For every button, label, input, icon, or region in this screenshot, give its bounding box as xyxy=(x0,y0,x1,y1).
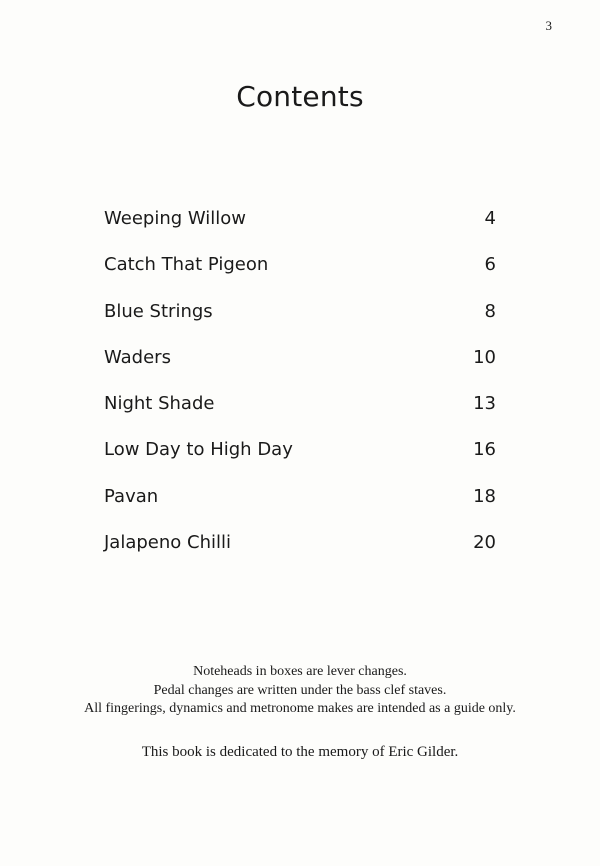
toc-entry-title: Blue Strings xyxy=(104,300,213,322)
toc-entry-page: 8 xyxy=(484,300,496,322)
toc-entry xyxy=(104,204,496,250)
toc-entry-page: 20 xyxy=(473,532,496,554)
toc-entry-page: 10 xyxy=(473,346,496,368)
toc-entry-page: 18 xyxy=(473,485,496,507)
dedication: This book is dedicated to the memory of Eric Gilder. xyxy=(141,744,459,760)
toc-entry xyxy=(104,528,496,574)
toc-entry-page: 4 xyxy=(484,208,496,229)
note-line: All fingerings, dynamics and metronome makes are intended as a guide only. xyxy=(84,701,516,716)
toc-entry xyxy=(104,435,496,481)
page-number: 3 xyxy=(545,18,552,33)
toc-entry xyxy=(104,389,496,435)
toc-entry xyxy=(104,250,496,296)
toc-entry-page: 13 xyxy=(473,393,496,415)
toc-entry-title: Catch That Pigeon xyxy=(104,254,269,276)
toc-entry-page: 6 xyxy=(484,254,496,276)
toc-entry xyxy=(104,482,496,528)
toc-entry-title: Jalapeno Chilli xyxy=(104,532,231,554)
performance-notes xyxy=(0,663,600,719)
toc-entry-title: Weeping Willow xyxy=(104,208,247,229)
toc-entry-title: Night Shade xyxy=(104,393,215,415)
toc-entry-title: Waders xyxy=(104,346,171,368)
toc-entry-page: 16 xyxy=(473,439,496,461)
toc-entry xyxy=(104,297,496,343)
table-of-contents xyxy=(104,204,496,574)
page-title: Contents xyxy=(236,80,364,113)
toc-entry-title: Pavan xyxy=(104,485,159,507)
note-line: Noteheads in boxes are lever changes. xyxy=(193,664,407,679)
note-line: Pedal changes are written under the bass clef staves. xyxy=(153,682,447,698)
toc-entry xyxy=(104,343,496,389)
toc-entry-title: Low Day to High Day xyxy=(104,439,293,461)
